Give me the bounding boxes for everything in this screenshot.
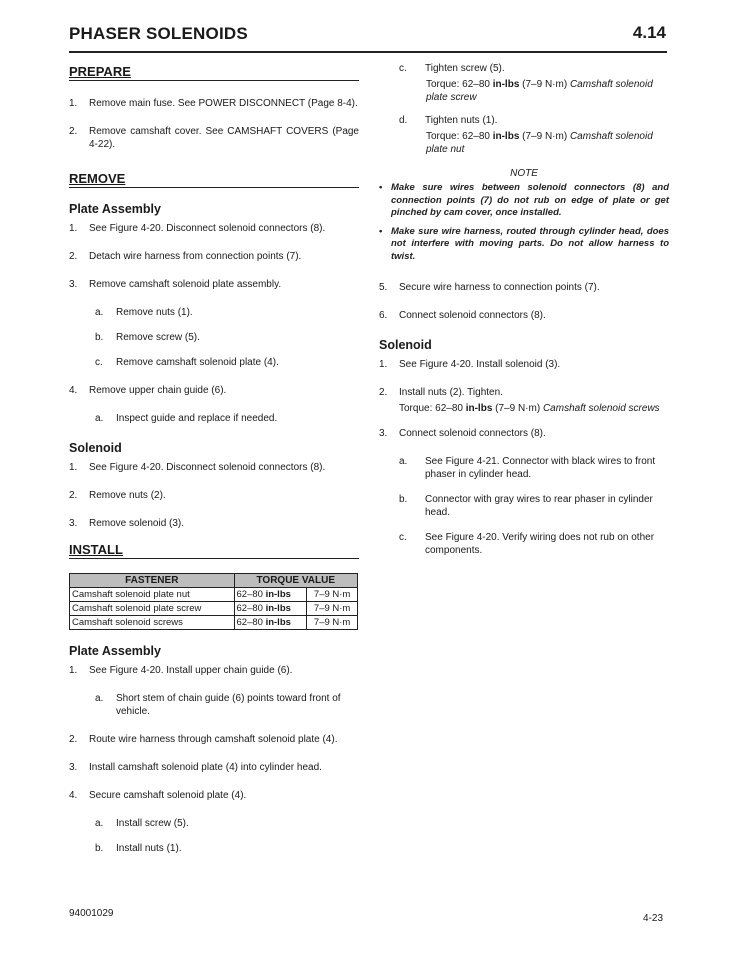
part-number: 94001029: [69, 908, 114, 919]
table-header-torque: TORQUE VALUE: [234, 574, 357, 588]
table-cell-nm: 7–9 N·m: [307, 602, 358, 616]
table-cell-fastener: Camshaft solenoid screws: [70, 616, 235, 630]
remove-plate-step-4a: a. Inspect guide and replace if needed.: [95, 413, 278, 424]
install-plate-step-4a: a. Install screw (5).: [95, 818, 189, 829]
note-title: NOTE: [510, 168, 538, 179]
install-plate-step-6: 6. Connect solenoid connectors (8).: [379, 310, 546, 321]
install-plate-step-2: 2. Route wire harness through camshaft solenoid plate (4).: [69, 734, 338, 745]
remove-solenoid-heading: Solenoid: [69, 441, 122, 455]
remove-heading: REMOVE: [69, 171, 359, 188]
install-plate-step-1a: a. Short stem of chain guide (6) points toward front of vehicle.: [95, 693, 341, 717]
torque-spec-plate-screw: Torque: 62–80 in-lbs (7–9 N·m) Camshaft solenoid plate screw: [426, 79, 653, 103]
install-plate-step-5: 5. Secure wire harness to connection points (7).: [379, 282, 600, 293]
install-solenoid-heading: Solenoid: [379, 338, 432, 352]
table-cell-inlbs: 62–80 in-lbs: [234, 602, 307, 616]
page-title: PHASER SOLENOIDS: [69, 24, 248, 43]
table-cell-fastener: Camshaft solenoid plate nut: [70, 588, 235, 602]
remove-plate-step-4: 4. Remove upper chain guide (6).: [69, 385, 227, 396]
table-cell-fastener: Camshaft solenoid plate screw: [70, 602, 235, 616]
left-column: [69, 58, 359, 855]
header-divider: [69, 51, 667, 53]
prepare-step-1: 1. Remove main fuse. See POWER DISCONNECT (Page 8-4).: [69, 98, 358, 109]
install-plate-step-3: 3. Install camshaft solenoid plate (4) into cylinder head.: [69, 762, 322, 773]
table-cell-inlbs: 62–80 in-lbs: [234, 616, 307, 630]
table-cell-nm: 7–9 N·m: [307, 588, 358, 602]
install-solenoid-step-3a: a. See Figure 4-21. Connector with black wires to front phaser in cylinder head.: [399, 456, 656, 480]
remove-plate-step-3c: c. Remove camshaft solenoid plate (4).: [95, 357, 279, 368]
install-solenoid-step-3c: c. See Figure 4-20. Verify wiring does not rub on other components.: [399, 532, 655, 556]
page-number: 4-23: [642, 913, 663, 924]
remove-solenoid-step-2: 2. Remove nuts (2).: [69, 490, 166, 501]
install-plate-step-4c: c. Tighten screw (5).: [399, 63, 505, 74]
table-header-fastener: FASTENER: [70, 574, 235, 588]
install-solenoid-step-2: 2. Install nuts (2). Tighten.: [379, 387, 503, 398]
install-solenoid-step-3b: b. Connector with gray wires to rear phaser in cylinder head.: [399, 494, 653, 518]
install-plate-step-4d: d. Tighten nuts (1).: [399, 115, 498, 126]
install-plate-step-4: 4. Secure camshaft solenoid plate (4).: [69, 790, 247, 801]
note-bullet: • Make sure wire harness, routed through cylinder head, does not interfere with moving parts. Do not allow harness to twist.: [379, 225, 669, 262]
section-number: 4.14: [632, 23, 666, 42]
table-row: [70, 588, 358, 602]
install-solenoid-step-3: 3. Connect solenoid connectors (8).: [379, 428, 546, 439]
remove-plate-assembly-heading: Plate Assembly: [69, 202, 161, 216]
prepare-step-2: 2. Remove camshaft cover. See CAMSHAFT COVERS (Page 4-22).: [69, 126, 359, 150]
torque-spec-solenoid-screws: Torque: 62–80 in-lbs (7–9 N·m) Camshaft solenoid screws: [399, 403, 660, 414]
remove-plate-step-1: 1. See Figure 4-20. Disconnect solenoid connectors (8).: [69, 223, 326, 234]
table-row: [70, 602, 358, 616]
prepare-heading: PREPARE: [69, 64, 359, 81]
remove-plate-step-3a: a. Remove nuts (1).: [95, 307, 193, 318]
install-solenoid-step-1: 1. See Figure 4-20. Install solenoid (3).: [379, 359, 561, 370]
install-plate-step-1: 1. See Figure 4-20. Install upper chain guide (6).: [69, 665, 293, 676]
table-row: [70, 616, 358, 630]
install-heading: INSTALL: [69, 542, 359, 559]
torque-spec-plate-nut: Torque: 62–80 in-lbs (7–9 N·m) Camshaft solenoid plate nut: [426, 131, 653, 155]
remove-plate-step-3: 3. Remove camshaft solenoid plate assembly.: [69, 279, 282, 290]
table-cell-nm: 7–9 N·m: [307, 616, 358, 630]
remove-solenoid-step-3: 3. Remove solenoid (3).: [69, 518, 185, 529]
torque-table-header: [70, 574, 358, 588]
right-column: [379, 58, 669, 557]
remove-plate-step-3b: b. Remove screw (5).: [95, 332, 200, 343]
note-bullet: • Make sure wires between solenoid connectors (8) and connection points (7) do not rub on edge of plate or get pinched by cam cover, once installed.: [379, 182, 669, 218]
install-plate-assembly-heading: Plate Assembly: [69, 644, 161, 658]
remove-solenoid-step-1: 1. See Figure 4-20. Disconnect solenoid connectors (8).: [69, 462, 326, 473]
remove-plate-step-2: 2. Detach wire harness from connection points (7).: [69, 251, 302, 262]
install-plate-step-4b: b. Install nuts (1).: [95, 843, 182, 854]
torque-table: [69, 573, 358, 630]
table-cell-inlbs: 62–80 in-lbs: [234, 588, 307, 602]
